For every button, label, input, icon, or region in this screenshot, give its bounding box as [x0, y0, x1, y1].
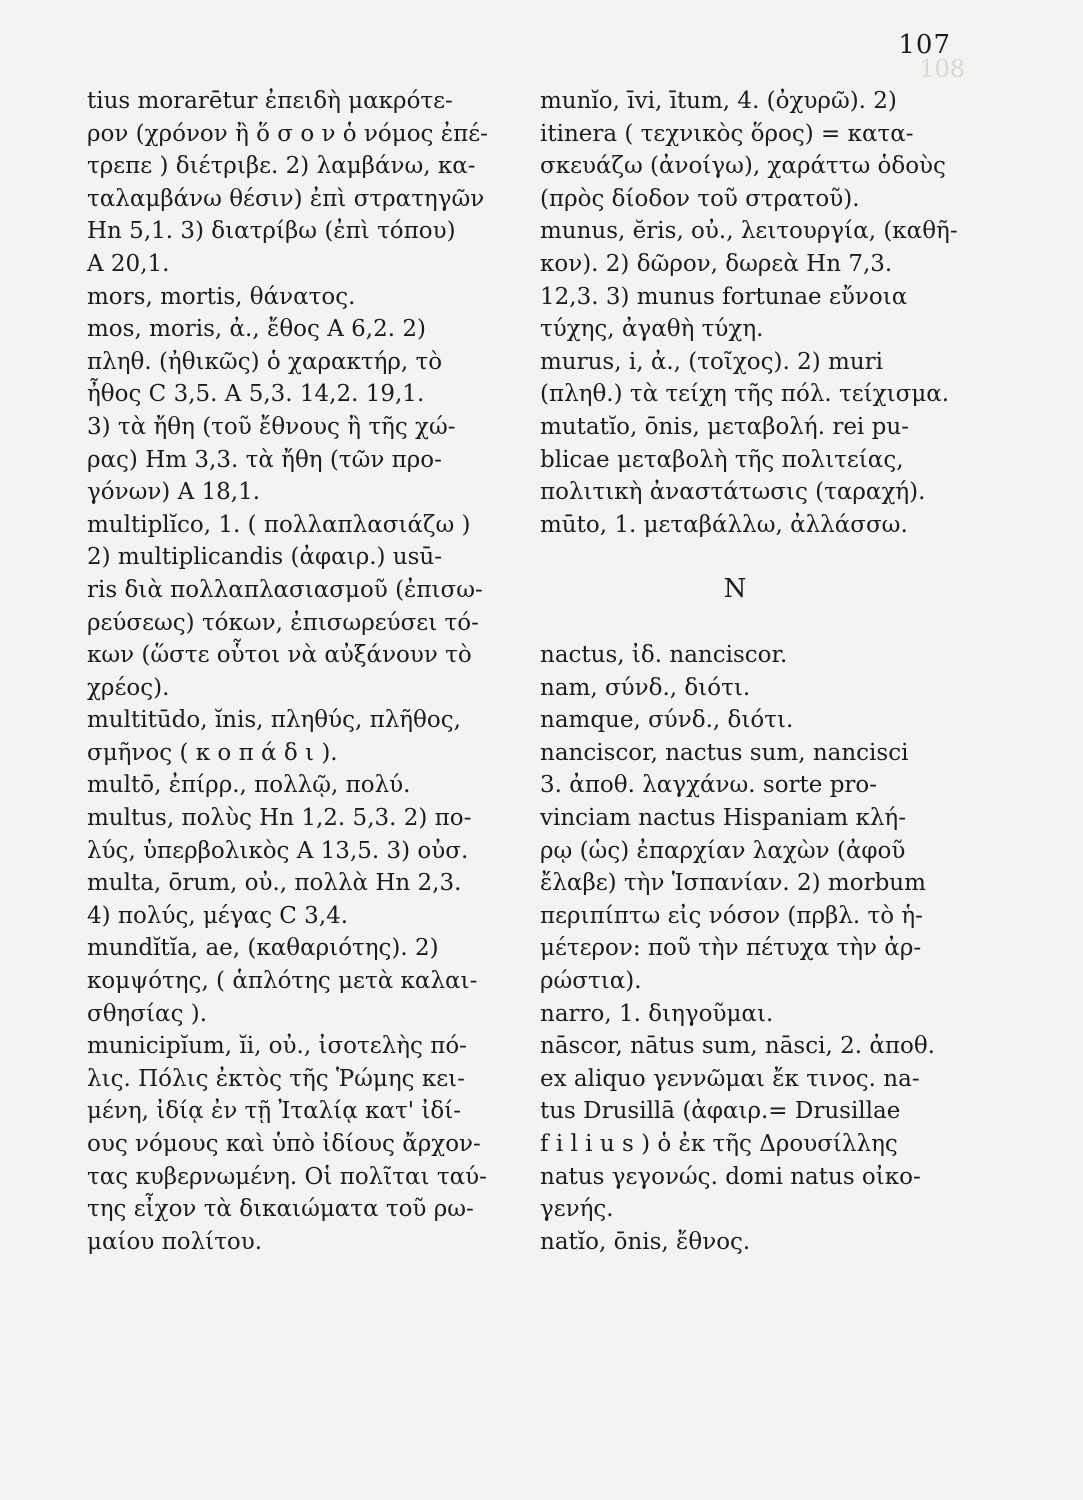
text-line: 4) πολύς, μέγας C 3,4. [87, 902, 349, 929]
text-line: ex aliquo γεννῶμαι ἔκ τινος. na- [540, 1065, 920, 1092]
text-line: multa, ōrum, οὐ., πολλὰ Hn 2,3. [87, 870, 462, 897]
text-line: μένη, ἰδίᾳ ἐν τῇ Ἰταλίᾳ κατ' ἰδί- [87, 1098, 462, 1125]
text-line: natus γεγονώς. domi natus οἰκο- [540, 1163, 921, 1190]
right-column [540, 85, 970, 1258]
text-line: μαίου πολίτου. [87, 1228, 263, 1255]
text-line: 3. ἀποθ. λαγχάνω. sorte pro- [540, 772, 878, 799]
text-line: munĭo, īvi, ītum, 4. (ὀχυρῶ). 2) [540, 88, 897, 114]
text-line: της εἶχον τὰ δικαιώματα τοῦ ρω- [87, 1196, 474, 1223]
text-line: 12,3. 3) munus fortunae εὔνοια [540, 283, 908, 310]
text-line: multiplĭco, 1. ( πολλαπλασιάζω ) [87, 511, 471, 538]
bleed-through-page-number: 108 [919, 55, 965, 83]
text-line: nam, σύνδ., διότι. [540, 674, 751, 701]
text-line: γενής. [540, 1196, 614, 1223]
text-line: χρέος). [87, 674, 170, 701]
text-line: mūto, 1. μεταβάλλω, ἀλλάσσω. [540, 511, 908, 538]
text-line: ρον (χρόνον ἢ ὅ σ ο ν ὁ νόμος ἐπέ- [87, 120, 488, 147]
text-line: λύς, ὑπερβολικὸς A 13,5. 3) οὐσ. [87, 837, 469, 864]
text-line: nanciscor, nactus sum, nancisci [540, 739, 909, 766]
text-line: (πληθ.) τὰ τείχη τῆς πόλ. τείχισμα. [540, 381, 950, 408]
text-line: narro, 1. διηγοῦμαι. [540, 1000, 774, 1027]
text-line: tius morarētur ἐπειδὴ μακρότε- [87, 88, 453, 114]
text-line: πληθ. (ἠθικῶς) ὁ χαρακτήρ, τὸ [87, 348, 443, 375]
text-line: mos, moris, ἀ., ἔθος A 6,2. 2) [87, 316, 426, 343]
text-line: mors, mortis, θάνατος. [87, 283, 356, 310]
page-number: 107 [898, 30, 951, 60]
text-line: mutatĭo, ōnis, μεταβολή. rei pu- [540, 413, 909, 440]
text-line: nactus, ἰδ. nanciscor. [540, 642, 788, 669]
text-line: σθησίας ). [87, 1000, 208, 1027]
text-line: blicae μεταβολὴ τῆς πολιτείας, [540, 446, 904, 473]
text-line: namque, σύνδ., διότι. [540, 707, 794, 734]
text-line: mundĭtĭa, ae, (καθαριότης). 2) [87, 935, 439, 962]
text-line: ρεύσεως) τόκων, ἐπισωρεύσει τό- [87, 609, 479, 636]
text-line: nāscor, nātus sum, nāsci, 2. ἀποθ. [540, 1033, 935, 1060]
text-line: ρῳ (ὡς) ἐπαρχίαν λαχὼν (ἀφοῦ [540, 837, 906, 864]
text-line: κον). 2) δῶρον, δωρεὰ Hn 7,3. [540, 250, 893, 277]
text-line: ρας) Hm 3,3. τὰ ἤθη (τῶν προ- [87, 446, 442, 473]
text-line: ris διὰ πολλαπλασιασμοῦ (ἐπισω- [87, 576, 483, 603]
text-line: τύχης, ἀγαθὴ τύχη. [540, 316, 764, 343]
text-line: itinera ( τεχνικὸς ὅρος) = κατα- [540, 120, 914, 147]
text-line: (πρὸς δίοδον τοῦ στρατοῦ). [540, 185, 860, 212]
text-line: multitūdo, ĭnis, πληθύς, πλῆθος, [87, 707, 461, 734]
text-line: multō, ἐπίρρ., πολλῷ, πολύ. [87, 772, 411, 799]
text-line: 2) multiplicandis (ἀφαιρ.) usū- [87, 544, 443, 571]
text-line: murus, i, ἀ., (τοῖχος). 2) muri [540, 348, 884, 375]
text-line: γόνων) A 18,1. [87, 479, 261, 506]
text-line: τρεπε ) διέτριβε. 2) λαμβάνω, κα- [87, 153, 476, 180]
text-line: ἔλαβε) τὴν Ἱσπανίαν. 2) morbum [540, 870, 926, 897]
text-line: Hn 5,1. 3) διατρίβω (ἐπὶ τόπου) [87, 218, 456, 245]
text-line: ἦθος C 3,5. A 5,3. 14,2. 19,1. [87, 381, 425, 408]
text-line: ταλαμβάνω θέσιν) ἐπὶ στρατηγῶν [87, 185, 485, 212]
text-line: κομψότης, ( ἁπλότης μετὰ καλαι- [87, 968, 478, 995]
text-line: vinciam nactus Hispaniam κλή- [540, 805, 906, 832]
text-line: λις. Πόλις ἐκτὸς τῆς Ῥώμης κει- [87, 1065, 465, 1092]
text-line: natĭo, ōnis, ἔθνος. [540, 1228, 751, 1255]
section-heading: N [723, 574, 747, 605]
text-line: f i l i u s ) ὁ ἐκ τῆς Δρουσίλλης [540, 1131, 898, 1158]
text-line: munus, ĕris, οὐ., λειτουργία, (καθῆ- [540, 218, 958, 245]
text-line: 3) τὰ ἤθη (τοῦ ἔθνους ἢ τῆς χώ- [87, 413, 456, 440]
text-line: ους νόμους καὶ ὑπὸ ἰδίους ἄρχον- [87, 1131, 481, 1157]
text-line: municipĭum, ĭi, οὐ., ἰσοτελὴς πό- [87, 1033, 467, 1060]
text-line: A 20,1. [87, 250, 170, 277]
text-line: πολιτικὴ ἀναστάτωσις (ταραχή). [540, 479, 926, 506]
text-line: ρώστια). [540, 968, 642, 995]
text-line: τας κυβερνωμένη. Οἱ πολῖται ταύ- [87, 1163, 487, 1190]
text-line: μέτερον: ποῦ τὴν πέτυχα τὴν ἀρ- [540, 935, 922, 962]
text-line: σμῆνος ( κ ο π ά δ ι ). [87, 739, 338, 766]
text-line: κων (ὥστε οὗτοι νὰ αὐξάνουν τὸ [87, 642, 472, 669]
text-line: περιπίπτω εἰς νόσον (πρβλ. τὸ ἡ- [540, 902, 923, 929]
text-line: tus Drusillā (ἀφαιρ.= Drusillae [540, 1098, 901, 1125]
text-line: σκευάζω (ἀνοίγω), χαράττω ὁδοὺς [540, 153, 946, 180]
text-line: multus, πολὺς Hn 1,2. 5,3. 2) πο- [87, 805, 472, 832]
left-column [87, 85, 507, 1258]
